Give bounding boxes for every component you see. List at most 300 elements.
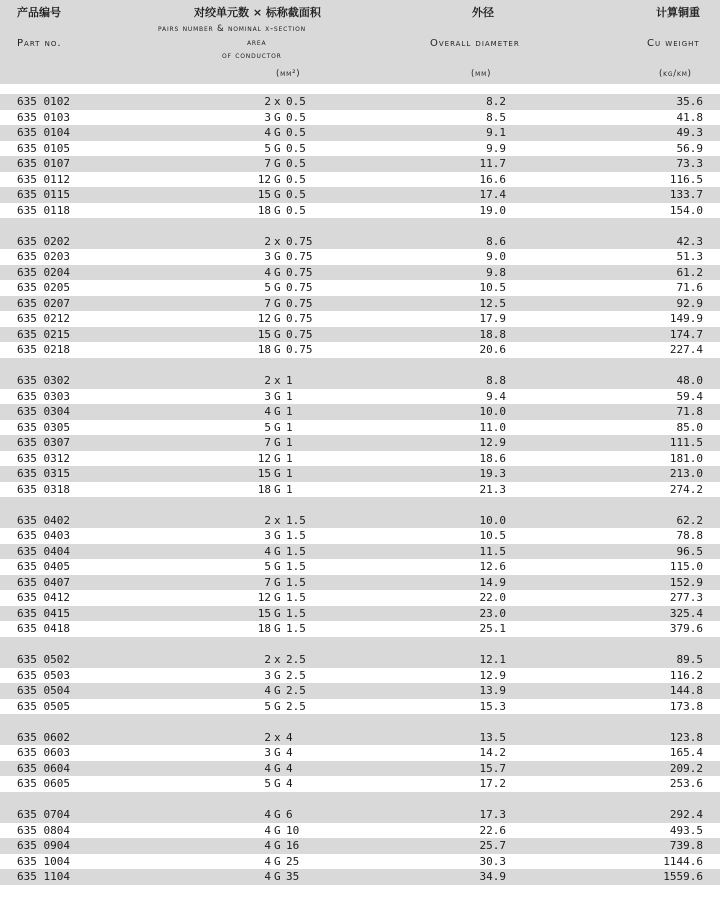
overall-diameter-cell: 8.8 — [486, 374, 506, 387]
cu-weight-cell: 115.0 — [669, 560, 703, 573]
pair-count-cell: 2 — [264, 95, 271, 108]
type-cell: G — [274, 777, 281, 790]
type-cell: G — [274, 436, 281, 449]
overall-diameter-cell: 9.0 — [486, 250, 506, 263]
cu-weight-cell: 739.8 — [669, 839, 703, 852]
part-number-cell: 635 0415 — [17, 606, 70, 620]
type-cell: G — [274, 575, 281, 589]
pair-count-cell: 12 — [257, 591, 271, 604]
cu-weight-cell: 1144.6 — [663, 854, 703, 868]
table-row — [0, 854, 720, 870]
cu-weight-cell: 49.3 — [676, 126, 703, 139]
table-row — [0, 776, 720, 792]
part-number-cell: 635 0704 — [17, 808, 70, 821]
pair-count-cell: 5 — [264, 420, 271, 434]
pair-count-cell: 3 — [264, 110, 271, 124]
table-row — [0, 420, 720, 436]
pair-count-cell: 3 — [264, 746, 271, 759]
pair-count-cell: 18 — [257, 343, 271, 356]
table-row — [0, 234, 720, 250]
cross-section-cell: 2.5 — [286, 668, 306, 682]
cross-section-cell: 10 — [286, 823, 300, 837]
pair-count-cell: 4 — [264, 544, 271, 558]
overall-diameter-cell: 22.6 — [479, 823, 506, 837]
table-body — [0, 94, 720, 885]
cu-weight-cell: 71.8 — [676, 405, 703, 418]
pair-count-cell: 4 — [264, 808, 271, 821]
type-cell: G — [274, 203, 281, 217]
type-cell: G — [274, 126, 281, 139]
cross-section-cell: 1.5 — [286, 529, 306, 542]
table-row — [0, 652, 720, 668]
cu-weight-cell: 35.6 — [676, 95, 703, 108]
overall-diameter-cell: 11.0 — [479, 420, 506, 434]
cross-section-cell: 0.5 — [286, 141, 306, 155]
part-number-cell: 635 0203 — [17, 250, 70, 263]
cu-weight-cell: 89.5 — [676, 653, 703, 666]
pair-count-cell: 3 — [264, 529, 271, 542]
pair-count-cell: 2 — [264, 374, 271, 387]
table-row — [0, 342, 720, 358]
cross-section-cell: 0.75 — [286, 281, 313, 294]
part-number-cell: 635 0112 — [17, 172, 70, 186]
part-number-cell: 635 0318 — [17, 482, 70, 496]
cu-header-unit: (kg/km) — [659, 69, 692, 79]
cu-weight-cell: 133.7 — [669, 188, 703, 201]
cross-section-cell: 0.75 — [286, 296, 313, 310]
pair-count-cell: 12 — [257, 451, 271, 465]
pair-count-cell: 12 — [257, 172, 271, 186]
cross-section-cell: 1 — [286, 467, 293, 480]
pair-count-cell: 15 — [257, 467, 271, 480]
cu-weight-cell: 48.0 — [676, 374, 703, 387]
pair-count-cell: 4 — [264, 684, 271, 697]
cu-weight-cell: 379.6 — [669, 622, 703, 635]
cu-weight-cell: 62.2 — [676, 513, 703, 527]
type-cell: G — [274, 141, 281, 155]
overall-diameter-cell: 34.9 — [479, 870, 506, 883]
cu-weight-cell: 61.2 — [676, 265, 703, 279]
part-number-cell: 635 0103 — [17, 110, 70, 124]
cross-section-cell: 2.5 — [286, 653, 306, 666]
pair-count-cell: 3 — [264, 668, 271, 682]
cross-section-cell: 1.5 — [286, 560, 306, 573]
table-row — [0, 838, 720, 854]
part-number-cell: 635 0404 — [17, 544, 70, 558]
cu-header-en: Cu weight — [647, 38, 700, 49]
cross-section-cell: 1 — [286, 389, 293, 403]
cross-section-cell: 25 — [286, 854, 300, 868]
cross-section-cell: 0.75 — [286, 265, 313, 279]
type-cell: G — [274, 420, 281, 434]
type-cell: G — [274, 451, 281, 465]
cu-weight-cell: 174.7 — [669, 327, 703, 341]
part-header-en: Part no. — [17, 38, 62, 49]
overall-diameter-cell: 10.0 — [479, 513, 506, 527]
group-separator — [0, 218, 720, 234]
overall-diameter-cell: 11.7 — [479, 157, 506, 170]
overall-diameter-cell: 8.2 — [486, 95, 506, 108]
pair-count-cell: 2 — [264, 513, 271, 527]
cross-section-cell: 1 — [286, 420, 293, 434]
part-number-cell: 635 0604 — [17, 761, 70, 775]
table-row — [0, 389, 720, 405]
overall-diameter-cell: 17.2 — [479, 777, 506, 790]
table-row — [0, 761, 720, 777]
pair-count-cell: 15 — [257, 188, 271, 201]
part-number-cell: 635 0312 — [17, 451, 70, 465]
pair-count-cell: 7 — [264, 296, 271, 310]
table-row — [0, 621, 720, 637]
cross-section-cell: 1.5 — [286, 591, 306, 604]
table-row — [0, 513, 720, 529]
type-cell: x — [274, 653, 281, 666]
cu-weight-cell: 111.5 — [669, 436, 703, 449]
diameter-header-en: Overall diameter — [430, 38, 520, 49]
pairs-header-unit: (mm²) — [276, 69, 301, 79]
type-cell: G — [274, 157, 281, 170]
type-cell: G — [274, 746, 281, 759]
pair-count-cell: 2 — [264, 730, 271, 744]
overall-diameter-cell: 18.6 — [479, 451, 506, 465]
group-separator — [0, 637, 720, 653]
overall-diameter-cell: 8.6 — [486, 234, 506, 248]
part-number-cell: 635 0605 — [17, 777, 70, 790]
cu-header-zh: 计算铜重 — [656, 6, 700, 19]
table-row — [0, 807, 720, 823]
overall-diameter-cell: 12.5 — [479, 296, 506, 310]
pair-count-cell: 2 — [264, 653, 271, 666]
table-row — [0, 110, 720, 126]
part-number-cell: 635 0107 — [17, 157, 70, 170]
part-number-cell: 635 0307 — [17, 436, 70, 449]
cu-weight-cell: 71.6 — [676, 281, 703, 294]
cu-weight-cell: 73.3 — [676, 157, 703, 170]
pair-count-cell: 3 — [264, 389, 271, 403]
part-number-cell: 635 0302 — [17, 374, 70, 387]
type-cell: G — [274, 699, 281, 713]
type-cell: G — [274, 560, 281, 573]
type-cell: G — [274, 761, 281, 775]
group-separator — [0, 792, 720, 808]
table-row — [0, 435, 720, 451]
table-row — [0, 172, 720, 188]
diameter-header-unit: (mm) — [471, 69, 492, 79]
part-number-cell: 635 0407 — [17, 575, 70, 589]
overall-diameter-cell: 22.0 — [479, 591, 506, 604]
overall-diameter-cell: 19.3 — [479, 467, 506, 480]
overall-diameter-cell: 9.4 — [486, 389, 506, 403]
pair-count-cell: 5 — [264, 699, 271, 713]
table-row — [0, 823, 720, 839]
overall-diameter-cell: 12.9 — [479, 436, 506, 449]
type-cell: G — [274, 839, 281, 852]
type-cell: G — [274, 808, 281, 821]
pair-count-cell: 5 — [264, 777, 271, 790]
cu-weight-cell: 181.0 — [669, 451, 703, 465]
overall-diameter-cell: 12.1 — [479, 653, 506, 666]
type-cell: G — [274, 870, 281, 883]
cross-section-cell: 1.5 — [286, 622, 306, 635]
cu-weight-cell: 154.0 — [669, 203, 703, 217]
part-number-cell: 635 1004 — [17, 854, 70, 868]
table-row — [0, 745, 720, 761]
table-row — [0, 404, 720, 420]
cu-weight-cell: 274.2 — [669, 482, 703, 496]
group-separator — [0, 497, 720, 513]
cu-weight-cell: 116.2 — [669, 668, 703, 682]
header-gap — [0, 84, 720, 94]
overall-diameter-cell: 25.1 — [479, 622, 506, 635]
group-separator — [0, 714, 720, 730]
cu-weight-cell: 227.4 — [669, 343, 703, 356]
cross-section-cell: 0.5 — [286, 110, 306, 124]
table-row — [0, 869, 720, 885]
type-cell: G — [274, 854, 281, 868]
type-cell: G — [274, 188, 281, 201]
table-row — [0, 280, 720, 296]
type-cell: G — [274, 482, 281, 496]
pair-count-cell: 7 — [264, 575, 271, 589]
cu-weight-cell: 42.3 — [676, 234, 703, 248]
type-cell: G — [274, 591, 281, 604]
cross-section-cell: 1 — [286, 374, 293, 387]
part-number-cell: 635 0503 — [17, 668, 70, 682]
overall-diameter-cell: 21.3 — [479, 482, 506, 496]
pair-count-cell: 7 — [264, 157, 271, 170]
table-row — [0, 482, 720, 498]
part-number-cell: 635 0212 — [17, 312, 70, 325]
pairs-header-zh: 对绞单元数 × 标称截面积 — [194, 6, 321, 19]
overall-diameter-cell: 8.5 — [486, 110, 506, 124]
cross-section-cell: 0.5 — [286, 172, 306, 186]
part-number-cell: 635 0105 — [17, 141, 70, 155]
overall-diameter-cell: 10.5 — [479, 529, 506, 542]
part-header-zh: 产品编号 — [17, 6, 61, 19]
cross-section-cell: 0.5 — [286, 95, 306, 108]
cu-weight-cell: 51.3 — [676, 250, 703, 263]
cu-weight-cell: 78.8 — [676, 529, 703, 542]
cu-weight-cell: 92.9 — [676, 296, 703, 310]
type-cell: x — [274, 730, 281, 744]
overall-diameter-cell: 14.2 — [479, 746, 506, 759]
cu-weight-cell: 41.8 — [676, 110, 703, 124]
part-number-cell: 635 0118 — [17, 203, 70, 217]
table-row — [0, 668, 720, 684]
table-row — [0, 296, 720, 312]
cross-section-cell: 16 — [286, 839, 300, 852]
table-row — [0, 466, 720, 482]
diameter-header-zh: 外径 — [472, 6, 494, 19]
pair-count-cell: 5 — [264, 141, 271, 155]
part-number-cell: 635 0502 — [17, 653, 70, 666]
table-row — [0, 730, 720, 746]
part-number-cell: 635 0603 — [17, 746, 70, 759]
pairs-header-en-line3: of conductor — [222, 51, 282, 61]
pair-count-cell: 4 — [264, 823, 271, 837]
overall-diameter-cell: 17.9 — [479, 312, 506, 325]
type-cell: G — [274, 250, 281, 263]
cross-section-cell: 0.5 — [286, 188, 306, 201]
overall-diameter-cell: 15.7 — [479, 761, 506, 775]
overall-diameter-cell: 30.3 — [479, 854, 506, 868]
overall-diameter-cell: 9.1 — [486, 126, 506, 139]
overall-diameter-cell: 23.0 — [479, 606, 506, 620]
type-cell: G — [274, 529, 281, 542]
type-cell: G — [274, 405, 281, 418]
cross-section-cell: 0.5 — [286, 157, 306, 170]
part-number-cell: 635 0904 — [17, 839, 70, 852]
cross-section-cell: 2.5 — [286, 699, 306, 713]
cross-section-cell: 4 — [286, 730, 293, 744]
overall-diameter-cell: 18.8 — [479, 327, 506, 341]
table-row — [0, 265, 720, 281]
table-row — [0, 156, 720, 172]
pair-count-cell: 4 — [264, 870, 271, 883]
type-cell: G — [274, 606, 281, 620]
overall-diameter-cell: 13.9 — [479, 684, 506, 697]
cu-weight-cell: 96.5 — [676, 544, 703, 558]
pair-count-cell: 4 — [264, 405, 271, 418]
cross-section-cell: 0.5 — [286, 126, 306, 139]
type-cell: G — [274, 668, 281, 682]
cross-section-cell: 1.5 — [286, 513, 306, 527]
cross-section-cell: 0.75 — [286, 250, 313, 263]
part-number-cell: 635 1104 — [17, 870, 70, 883]
part-number-cell: 635 0602 — [17, 730, 70, 744]
table-row — [0, 544, 720, 560]
type-cell: G — [274, 281, 281, 294]
table-row — [0, 683, 720, 699]
cu-weight-cell: 213.0 — [669, 467, 703, 480]
cu-weight-cell: 253.6 — [669, 777, 703, 790]
overall-diameter-cell: 20.6 — [479, 343, 506, 356]
cross-section-cell: 2.5 — [286, 684, 306, 697]
cu-weight-cell: 123.8 — [669, 730, 703, 744]
part-number-cell: 635 0504 — [17, 684, 70, 697]
type-cell: x — [274, 95, 281, 108]
type-cell: G — [274, 110, 281, 124]
type-cell: x — [274, 513, 281, 527]
cu-weight-cell: 59.4 — [676, 389, 703, 403]
pair-count-cell: 4 — [264, 126, 271, 139]
table-row — [0, 559, 720, 575]
cross-section-cell: 0.75 — [286, 234, 313, 248]
part-number-cell: 635 0304 — [17, 405, 70, 418]
pair-count-cell: 4 — [264, 761, 271, 775]
cross-section-cell: 1 — [286, 405, 293, 418]
overall-diameter-cell: 17.3 — [479, 808, 506, 821]
table-row — [0, 373, 720, 389]
table-row — [0, 94, 720, 110]
cu-weight-cell: 173.8 — [669, 699, 703, 713]
table-row — [0, 575, 720, 591]
cross-section-cell: 6 — [286, 808, 293, 821]
table-row — [0, 699, 720, 715]
part-number-cell: 635 0303 — [17, 389, 70, 403]
type-cell: G — [274, 389, 281, 403]
table-row — [0, 311, 720, 327]
part-number-cell: 635 0505 — [17, 699, 70, 713]
cu-weight-cell: 1559.6 — [663, 870, 703, 883]
part-number-cell: 635 0315 — [17, 467, 70, 480]
table-row — [0, 606, 720, 622]
cu-weight-cell: 152.9 — [669, 575, 703, 589]
table-row — [0, 203, 720, 219]
cross-section-cell: 1.5 — [286, 575, 306, 589]
cross-section-cell: 1.5 — [286, 606, 306, 620]
table-row — [0, 187, 720, 203]
cross-section-cell: 0.5 — [286, 203, 306, 217]
part-number-cell: 635 0204 — [17, 265, 70, 279]
overall-diameter-cell: 16.6 — [479, 172, 506, 186]
cu-weight-cell: 493.5 — [669, 823, 703, 837]
cu-weight-cell: 56.9 — [676, 141, 703, 155]
overall-diameter-cell: 14.9 — [479, 575, 506, 589]
table-row — [0, 141, 720, 157]
type-cell: x — [274, 374, 281, 387]
part-number-cell: 635 0207 — [17, 296, 70, 310]
overall-diameter-cell: 13.5 — [479, 730, 506, 744]
pair-count-cell: 15 — [257, 327, 271, 341]
cu-weight-cell: 85.0 — [676, 420, 703, 434]
type-cell: x — [274, 234, 281, 248]
cross-section-cell: 0.75 — [286, 343, 313, 356]
cu-weight-cell: 277.3 — [669, 591, 703, 604]
cross-section-cell: 4 — [286, 761, 293, 775]
cross-section-cell: 4 — [286, 777, 293, 790]
type-cell: G — [274, 823, 281, 837]
pair-count-cell: 18 — [257, 482, 271, 496]
part-number-cell: 635 0305 — [17, 420, 70, 434]
overall-diameter-cell: 25.7 — [479, 839, 506, 852]
table-row — [0, 125, 720, 141]
type-cell: G — [274, 622, 281, 635]
part-number-cell: 635 0104 — [17, 126, 70, 139]
cu-weight-cell: 116.5 — [669, 172, 703, 186]
cross-section-cell: 1 — [286, 482, 293, 496]
cross-section-cell: 1.5 — [286, 544, 306, 558]
pair-count-cell: 4 — [264, 265, 271, 279]
overall-diameter-cell: 19.0 — [479, 203, 506, 217]
pairs-header-en-line1: pairs number & nominal x-section — [158, 24, 306, 34]
overall-diameter-cell: 15.3 — [479, 699, 506, 713]
type-cell: G — [274, 265, 281, 279]
pair-count-cell: 3 — [264, 250, 271, 263]
overall-diameter-cell: 12.6 — [479, 560, 506, 573]
type-cell: G — [274, 312, 281, 325]
pair-count-cell: 4 — [264, 854, 271, 868]
type-cell: G — [274, 172, 281, 186]
cross-section-cell: 0.75 — [286, 312, 313, 325]
pair-count-cell: 18 — [257, 622, 271, 635]
type-cell: G — [274, 544, 281, 558]
overall-diameter-cell: 9.8 — [486, 265, 506, 279]
overall-diameter-cell: 10.0 — [479, 405, 506, 418]
part-number-cell: 635 0205 — [17, 281, 70, 294]
part-number-cell: 635 0418 — [17, 622, 70, 635]
table-row — [0, 249, 720, 265]
cross-section-cell: 4 — [286, 746, 293, 759]
type-cell: G — [274, 684, 281, 697]
table-row — [0, 590, 720, 606]
cross-section-cell: 1 — [286, 436, 293, 449]
pair-count-cell: 7 — [264, 436, 271, 449]
pairs-header-en-line2: area — [247, 38, 267, 48]
table-row — [0, 528, 720, 544]
part-number-cell: 635 0402 — [17, 513, 70, 527]
part-number-cell: 635 0412 — [17, 591, 70, 604]
